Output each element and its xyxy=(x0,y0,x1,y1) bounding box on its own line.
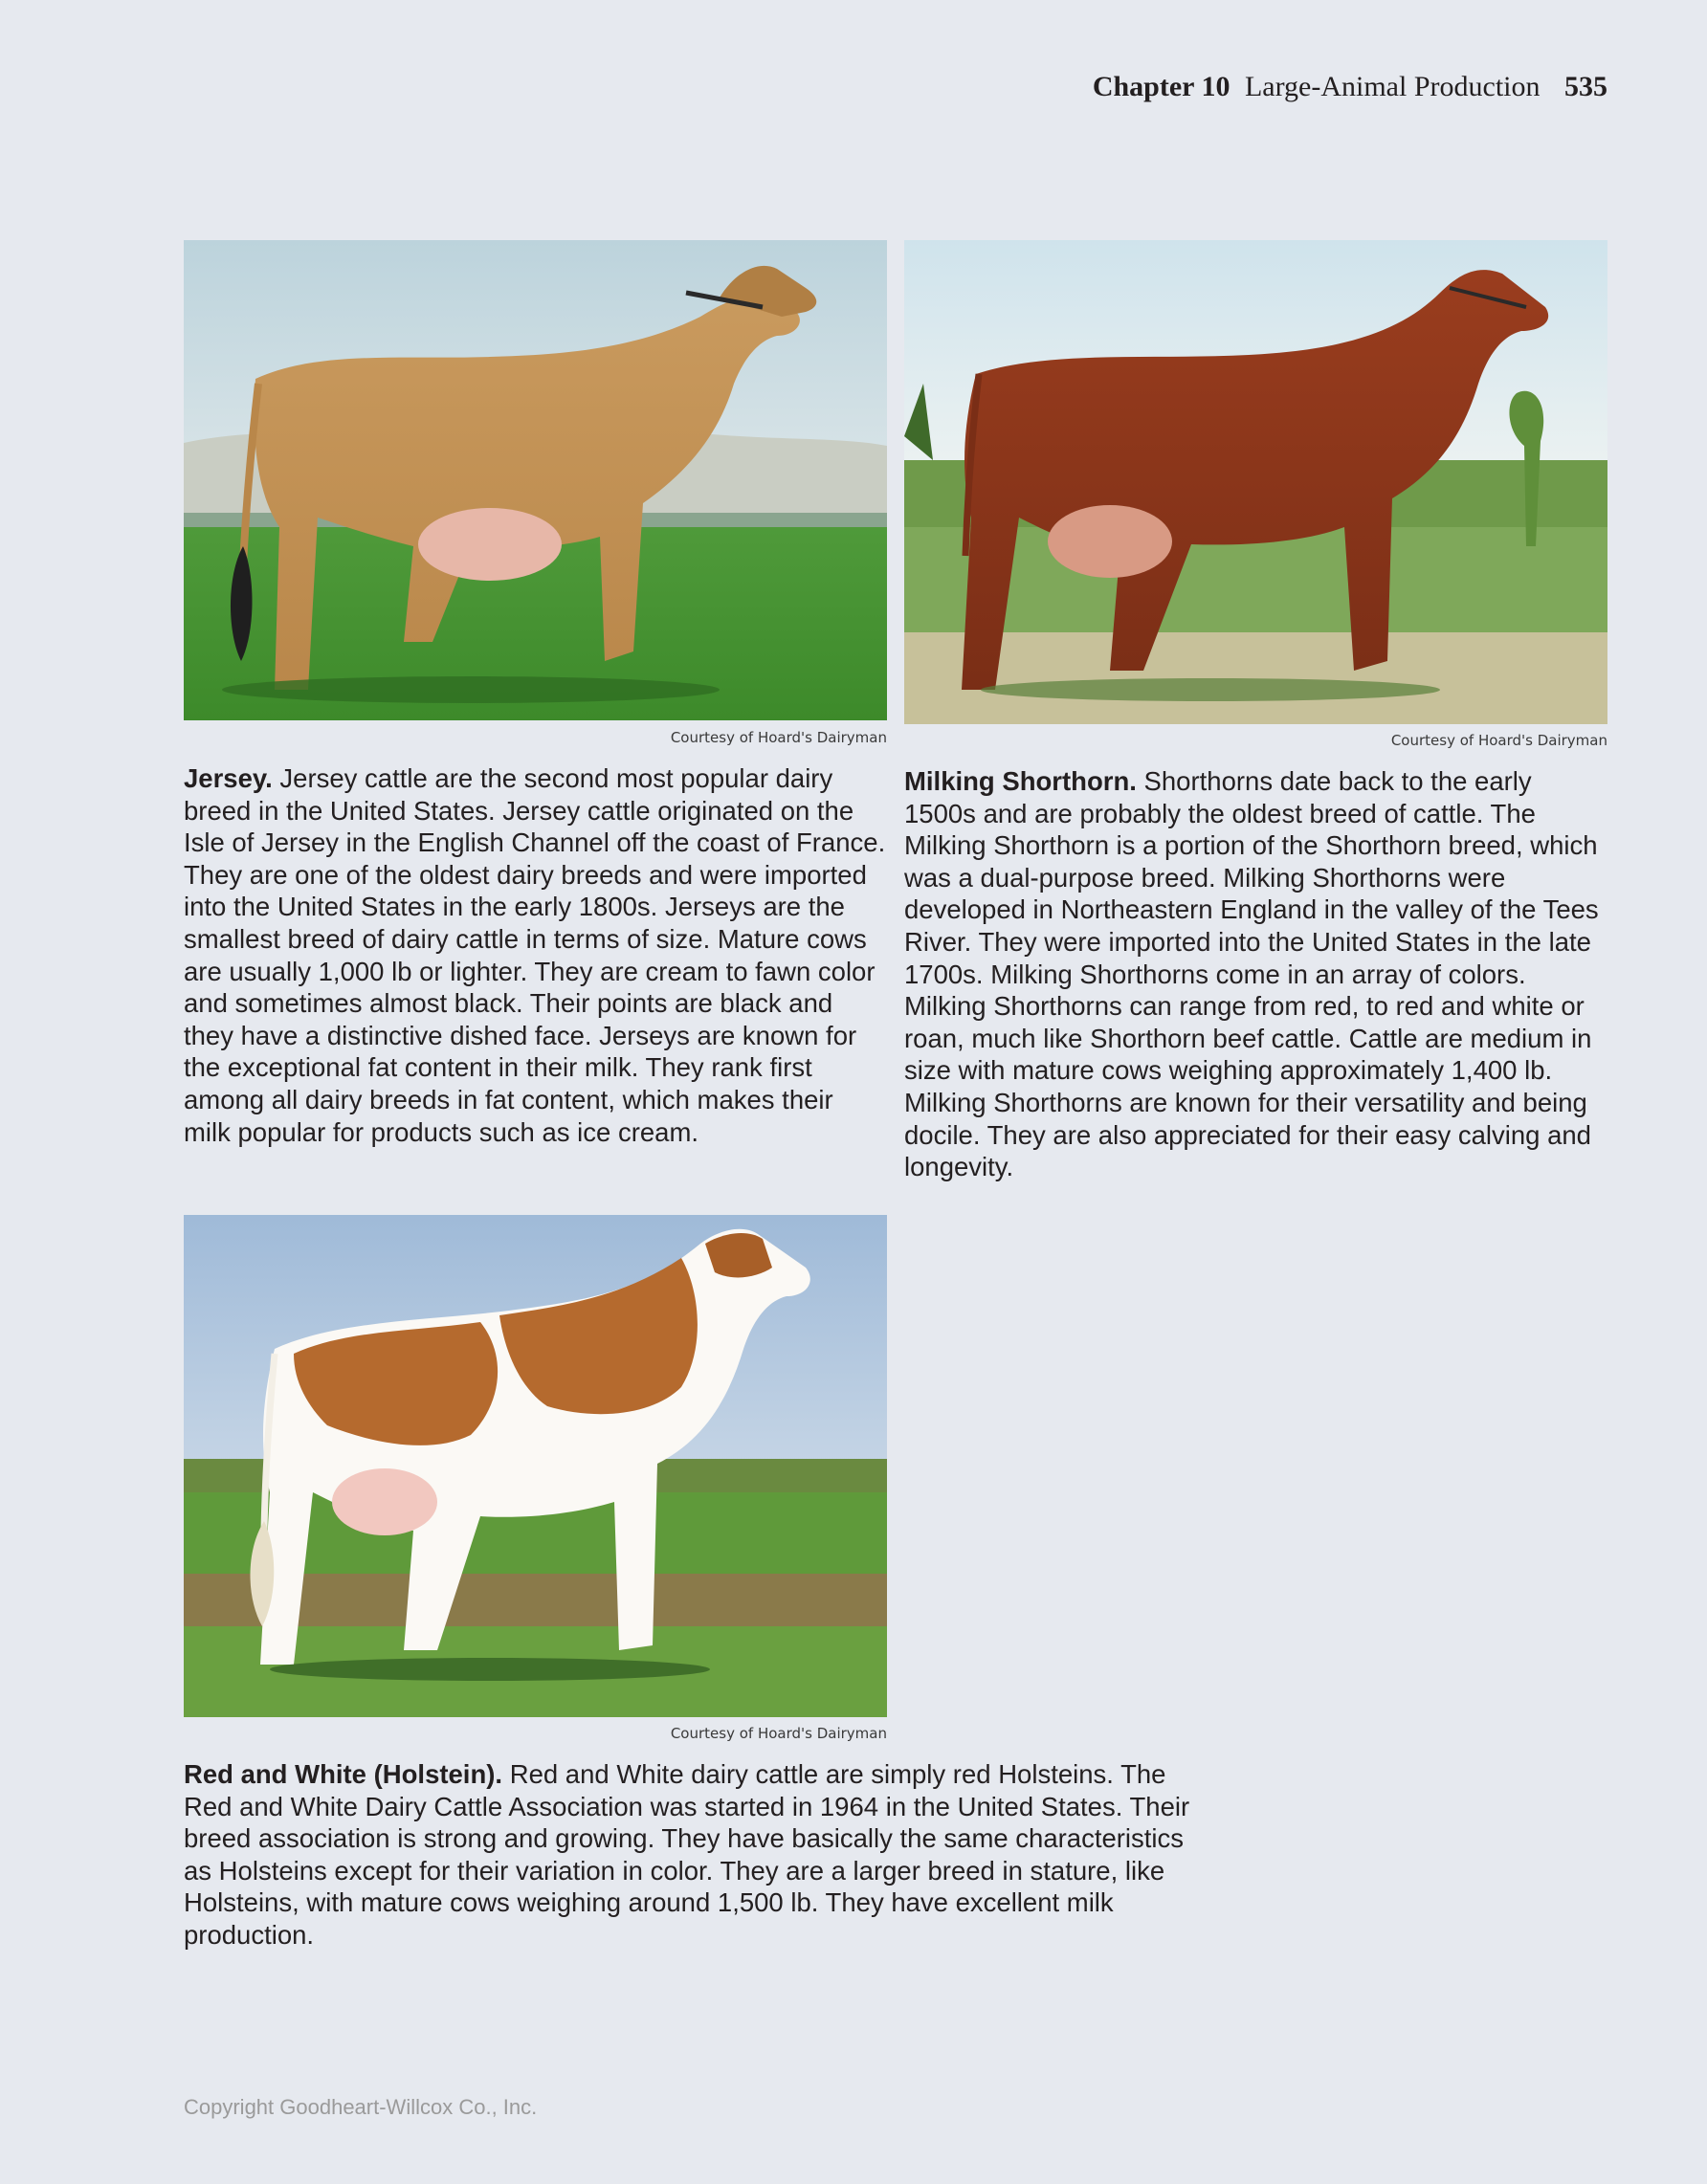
milking-shorthorn-term: Milking Shorthorn. xyxy=(904,766,1137,796)
jersey-term: Jersey. xyxy=(184,763,273,793)
jersey-photo-credit: Courtesy of Hoard's Dairyman xyxy=(670,729,887,746)
chapter-title: Large-Animal Production xyxy=(1244,71,1541,102)
milking-shorthorn-description: Shorthorns date back to the early 1500s and are probably the oldest breed of cattle. The Milking Shorthorn is a portion of the Shorthorn breed, which was a dual-purpose breed. Milking Shorthorns were developed in Northeastern England in the valley of the Tees River. They were imported into the United States in the late 1700s. Milking Shorthorns come in an array of colors. Milking Shorthorns can range from red, to red and white or roan, much like Shorthorn beef cattle. Cattle are medium in size with mature cows weighing approximately 1,400 lb. Milking Shorthorns are known for their versatility and being docile. They are also appreciated for their easy calving and longevity. xyxy=(904,766,1599,1182)
running-head xyxy=(1093,71,1607,103)
red-and-white-photo-credit: Courtesy of Hoard's Dairyman xyxy=(670,1725,887,1742)
milking-shorthorn-entry xyxy=(904,765,1607,1183)
jersey-cow-photo xyxy=(184,240,887,720)
jersey-entry xyxy=(184,762,887,1148)
red-and-white-entry xyxy=(184,1758,1198,1952)
copyright-notice: Copyright Goodheart-Willcox Co., Inc. xyxy=(184,2095,538,2119)
page-number: 535 xyxy=(1564,71,1607,102)
jersey-description: Jersey cattle are the second most popular dairy breed in the United States. Jersey cattle originated on the Isle of Jersey in the English Channel off the coast of France. They are one of the oldest dairy breeds and were imported into the United States in the early 1800s. Jerseys are the smallest breed of dairy cattle in terms of size. Mature cows are usually 1,000 lb or lighter. They are cream to fawn color and sometimes almost black. Their points are black and they have a distinctive dished face. Jerseys are known for the exceptional fat content in their milk. They rank first among all dairy breeds in fat content, which makes their milk popular for products such as ice cream. xyxy=(184,763,886,1147)
red-and-white-holstein-photo xyxy=(184,1215,887,1717)
chapter-label: Chapter 10 xyxy=(1092,71,1230,102)
red-and-white-description: Red and White dairy cattle are simply red Holsteins. The Red and White Dairy Cattle Association was started in 1964 in the United States. Their breed association is strong and growing. They have basically the same characteristics as Holsteins except for their variation in color. They are a larger breed in stature, like Holsteins, with mature cows weighing around 1,500 lb. They have excellent milk production. xyxy=(184,1759,1190,1950)
milking-shorthorn-photo-credit: Courtesy of Hoard's Dairyman xyxy=(1390,732,1607,749)
red-and-white-term: Red and White (Holstein). xyxy=(184,1759,503,1789)
milking-shorthorn-cow-photo xyxy=(904,240,1607,724)
